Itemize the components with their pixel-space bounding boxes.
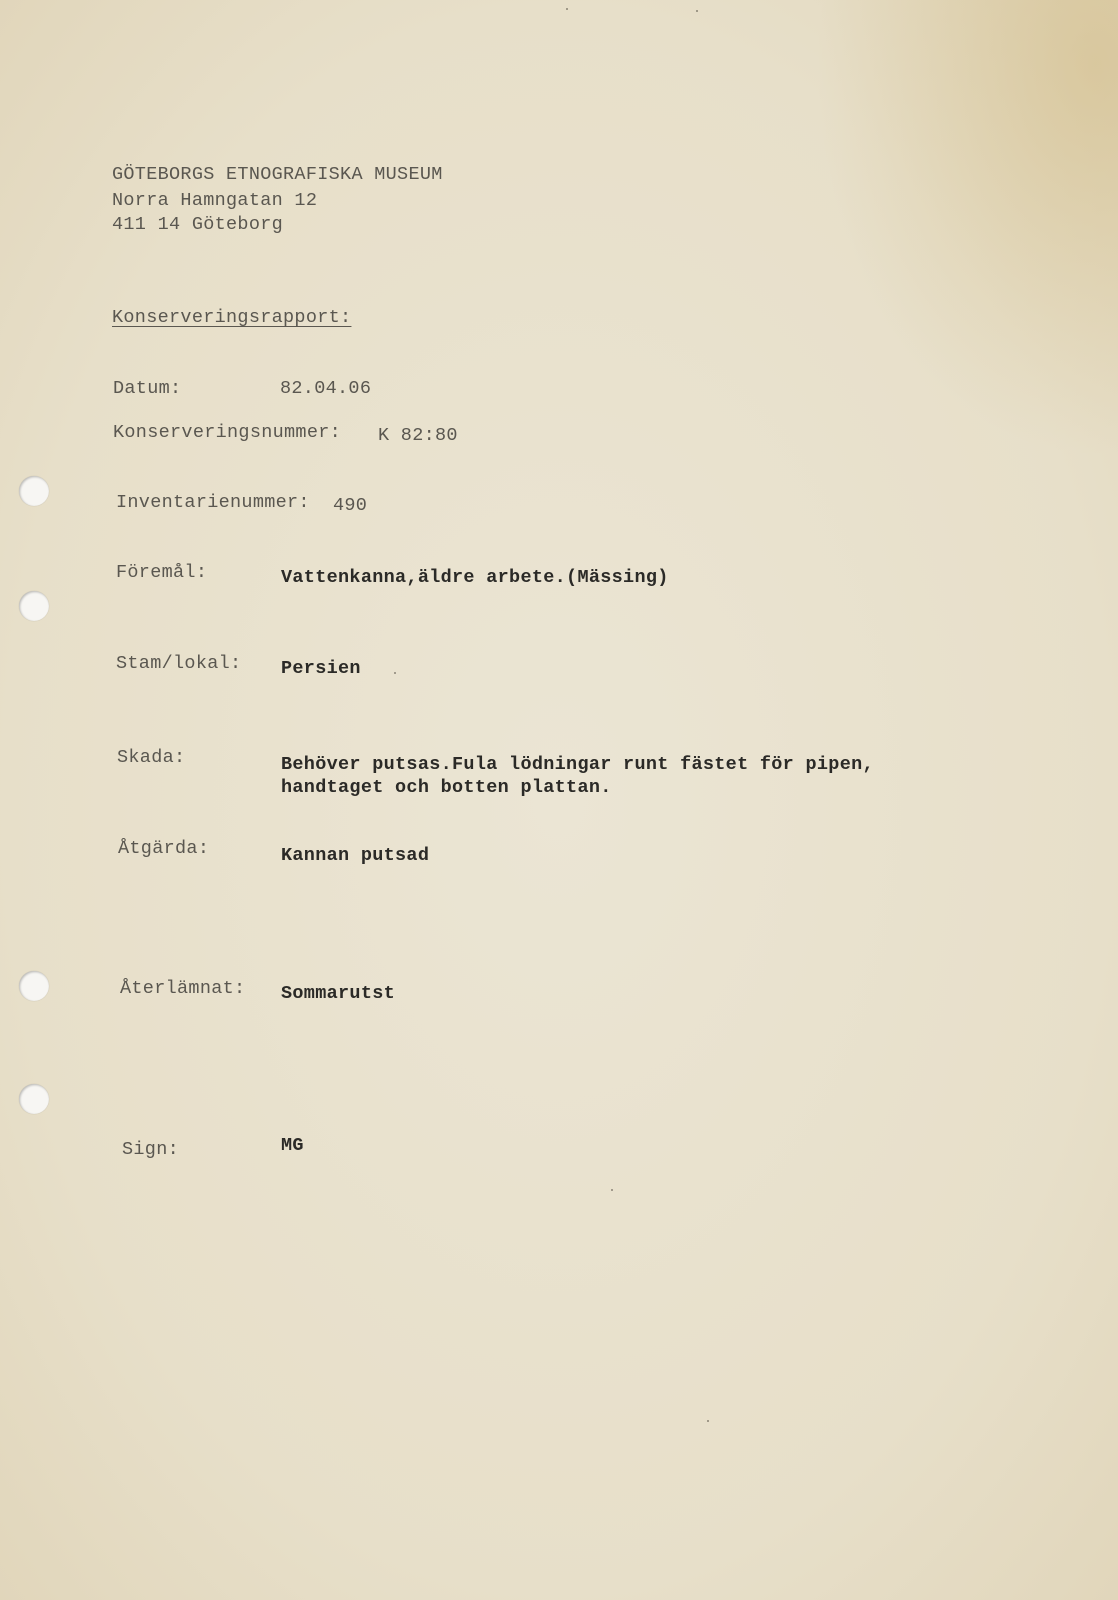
punch-hole <box>19 971 49 1001</box>
skada-label: Skada: <box>117 747 186 768</box>
sign-value: MG <box>281 1135 304 1156</box>
paper-speck <box>611 1189 613 1191</box>
sign-label: Sign: <box>122 1139 180 1160</box>
street-address: Norra Hamngatan 12 <box>112 190 318 211</box>
report-title: Konserveringsrapport: <box>112 307 352 328</box>
paper-speck <box>566 8 568 10</box>
skada-value-line2: handtaget och botten plattan. <box>281 777 612 798</box>
datum-label: Datum: <box>113 378 182 399</box>
konserveringsnummer-value: K 82:80 <box>378 425 458 446</box>
paper-speck <box>394 672 396 674</box>
aterlamnat-value: Sommarutst <box>281 983 396 1004</box>
punch-hole <box>19 1084 49 1114</box>
punch-hole <box>19 591 49 621</box>
atgarda-value: Kannan putsad <box>281 845 430 866</box>
stam-lokal-value: Persien <box>281 658 361 679</box>
inventarienummer-label: Inventarienummer: <box>116 492 310 513</box>
datum-value: 82.04.06 <box>280 378 372 399</box>
skada-value-line1: Behöver putsas.Fula lödningar runt fästet för pipen, <box>281 754 874 775</box>
paper-speck <box>707 1420 709 1422</box>
aterlamnat-label: Återlämnat: <box>120 978 246 999</box>
postal-city: 411 14 Göteborg <box>112 214 284 235</box>
punch-hole <box>19 476 49 506</box>
institution-name: GÖTEBORGS ETNOGRAFISKA MUSEUM <box>112 164 443 185</box>
inventarienummer-value: 490 <box>333 495 368 516</box>
atgarda-label: Åtgärda: <box>118 838 210 859</box>
foremal-label: Föremål: <box>116 562 208 583</box>
konserveringsnummer-label: Konserveringsnummer: <box>113 422 342 443</box>
foremal-value: Vattenkanna,äldre arbete.(Mässing) <box>281 567 669 588</box>
paper-speck <box>696 10 698 12</box>
stam-lokal-label: Stam/lokal: <box>116 653 242 674</box>
